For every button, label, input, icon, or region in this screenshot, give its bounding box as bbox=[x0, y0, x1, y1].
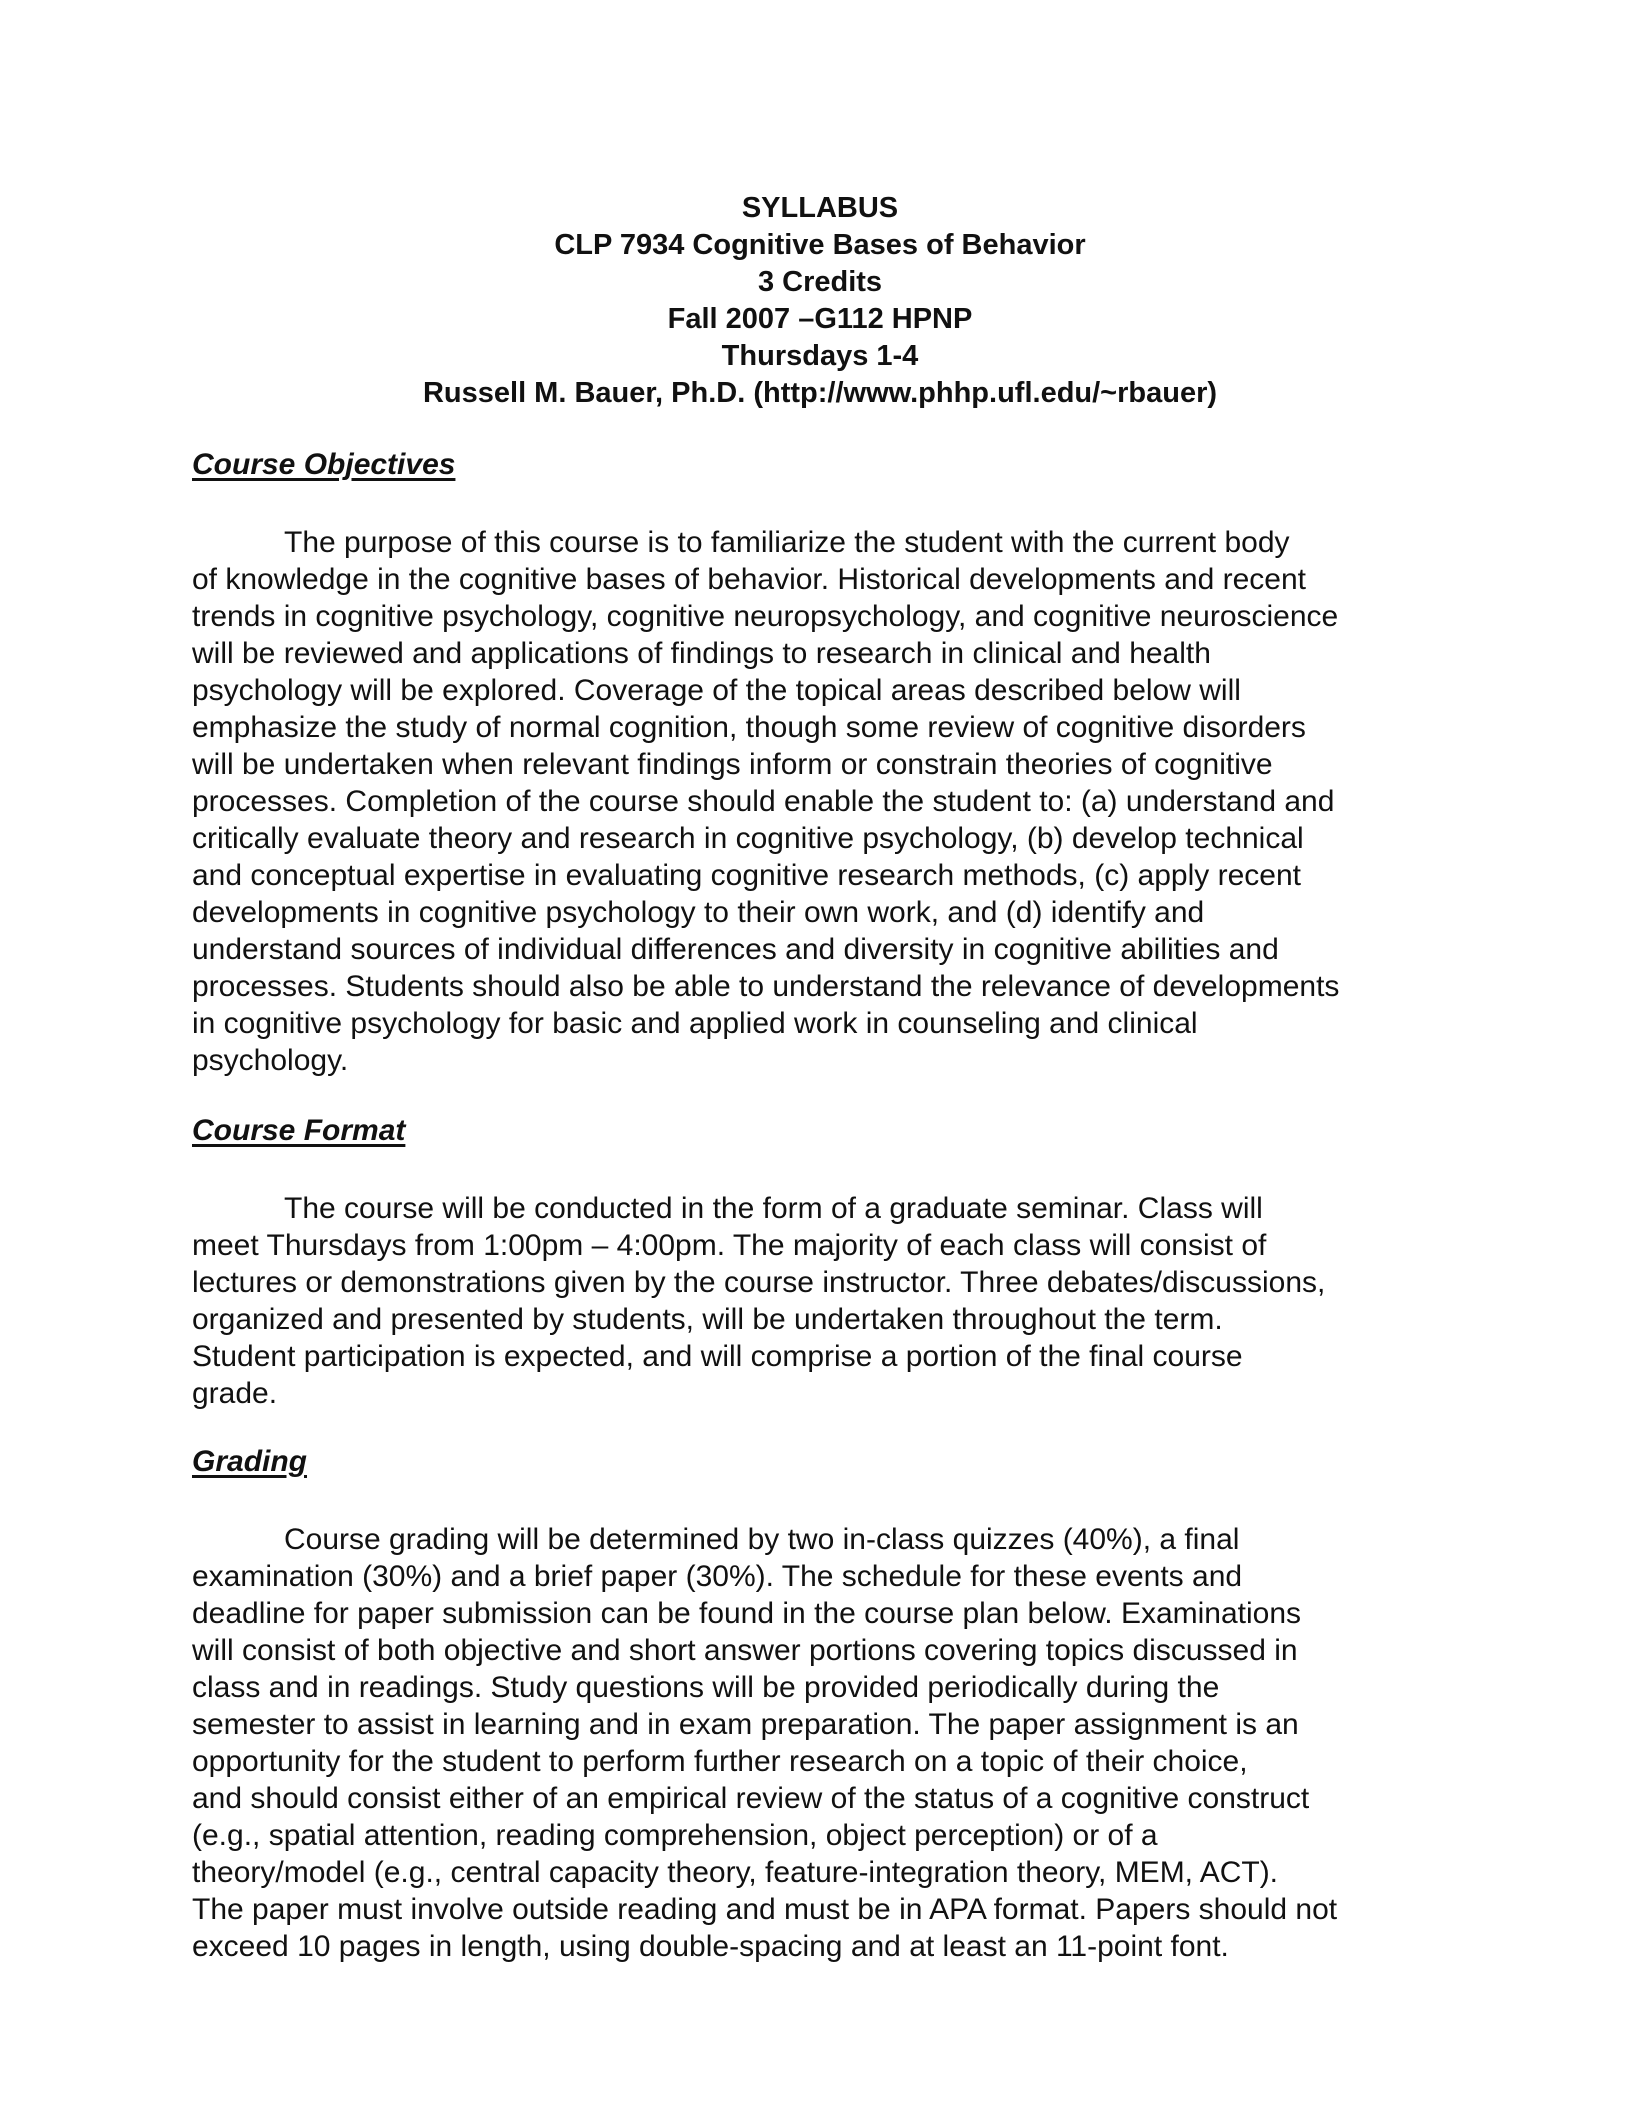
paragraph-line: will consist of both objective and short answer portions covering topics discussed in bbox=[192, 1634, 1298, 1667]
paragraph-line: emphasize the study of normal cognition, though some review of cognitive disorders bbox=[192, 711, 1306, 744]
paragraph-line: (e.g., spatial attention, reading comprehension, object perception) or of a bbox=[192, 1819, 1158, 1852]
paragraph-line: in cognitive psychology for basic and applied work in counseling and clinical bbox=[192, 1007, 1198, 1040]
paragraph-line: grade. bbox=[192, 1377, 278, 1410]
header-title: SYLLABUS bbox=[741, 192, 899, 224]
paragraph-line: will be reviewed and applications of findings to research in clinical and health bbox=[192, 637, 1211, 670]
paragraph-line: developments in cognitive psychology to their own work, and (d) identify and bbox=[192, 896, 1205, 929]
header-schedule: Thursdays 1-4 bbox=[721, 340, 919, 372]
paragraph-line: meet Thursdays from 1:00pm – 4:00pm. The majority of each class will consist of bbox=[192, 1229, 1267, 1262]
paragraph-line: Course grading will be determined by two in-class quizzes (40%), a final bbox=[284, 1523, 1240, 1556]
paragraph-line: of knowledge in the cognitive bases of behavior. Historical developments and recent bbox=[192, 563, 1306, 596]
paragraph-line: organized and presented by students, will be undertaken throughout the term. bbox=[192, 1303, 1223, 1336]
paragraph-line: and should consist either of an empirical review of the status of a cognitive construct bbox=[192, 1782, 1310, 1815]
paragraph-line: trends in cognitive psychology, cognitive neuropsychology, and cognitive neuroscience bbox=[192, 600, 1339, 633]
paragraph-line: deadline for paper submission can be found in the course plan below. Examinations bbox=[192, 1597, 1302, 1630]
paragraph-line: class and in readings. Study questions will be provided periodically during the bbox=[192, 1671, 1220, 1704]
header-credits: 3 Credits bbox=[757, 266, 883, 298]
paragraph-line: The purpose of this course is to familiarize the student with the current body bbox=[284, 526, 1290, 559]
paragraph-line: and conceptual expertise in evaluating cognitive research methods, (c) apply recent bbox=[192, 859, 1301, 892]
paragraph-line: exceed 10 pages in length, using double-spacing and at least an 11-point font. bbox=[192, 1930, 1229, 1963]
paragraph-course-format bbox=[192, 1190, 1452, 1412]
paragraph-line: processes. Students should also be able to understand the relevance of developments bbox=[192, 970, 1340, 1003]
header-term-location: Fall 2007 –G112 HPNP bbox=[667, 303, 973, 335]
paragraph-line: lectures or demonstrations given by the course instructor. Three debates/discussions, bbox=[192, 1266, 1326, 1299]
paragraph-line: theory/model (e.g., central capacity theory, feature-integration theory, MEM, ACT). bbox=[192, 1856, 1279, 1889]
syllabus-header bbox=[0, 190, 1640, 412]
paragraph-line: will be undertaken when relevant findings inform or constrain theories of cognitive bbox=[192, 748, 1273, 781]
paragraph-line: The paper must involve outside reading and must be in APA format. Papers should not bbox=[192, 1893, 1338, 1926]
paragraph-line: Student participation is expected, and will comprise a portion of the final course bbox=[192, 1340, 1243, 1373]
header-instructor: Russell M. Bauer, Ph.D. (http://www.phhp.ufl.edu/~rbauer) bbox=[422, 377, 1218, 409]
paragraph-line: psychology will be explored. Coverage of the topical areas described below will bbox=[192, 674, 1241, 707]
header-course-name: CLP 7934 Cognitive Bases of Behavior bbox=[554, 229, 1086, 261]
paragraph-line: semester to assist in learning and in exam preparation. The paper assignment is an bbox=[192, 1708, 1299, 1741]
paragraph-line: opportunity for the student to perform further research on a topic of their choice, bbox=[192, 1745, 1248, 1778]
paragraph-line: critically evaluate theory and research in cognitive psychology, (b) develop technical bbox=[192, 822, 1304, 855]
paragraph-grading bbox=[192, 1521, 1452, 1965]
section-heading-course-objectives: Course Objectives bbox=[192, 448, 456, 481]
paragraph-line: examination (30%) and a brief paper (30%). The schedule for these events and bbox=[192, 1560, 1243, 1593]
paragraph-line: psychology. bbox=[192, 1044, 349, 1077]
paragraph-line: processes. Completion of the course should enable the student to: (a) understand and bbox=[192, 785, 1335, 818]
section-heading-grading: Grading bbox=[192, 1445, 308, 1478]
paragraph-course-objectives bbox=[192, 524, 1452, 1079]
paragraph-line: understand sources of individual differences and diversity in cognitive abilities and bbox=[192, 933, 1279, 966]
section-heading-course-format: Course Format bbox=[192, 1114, 406, 1147]
paragraph-line: The course will be conducted in the form of a graduate seminar. Class will bbox=[284, 1192, 1263, 1225]
